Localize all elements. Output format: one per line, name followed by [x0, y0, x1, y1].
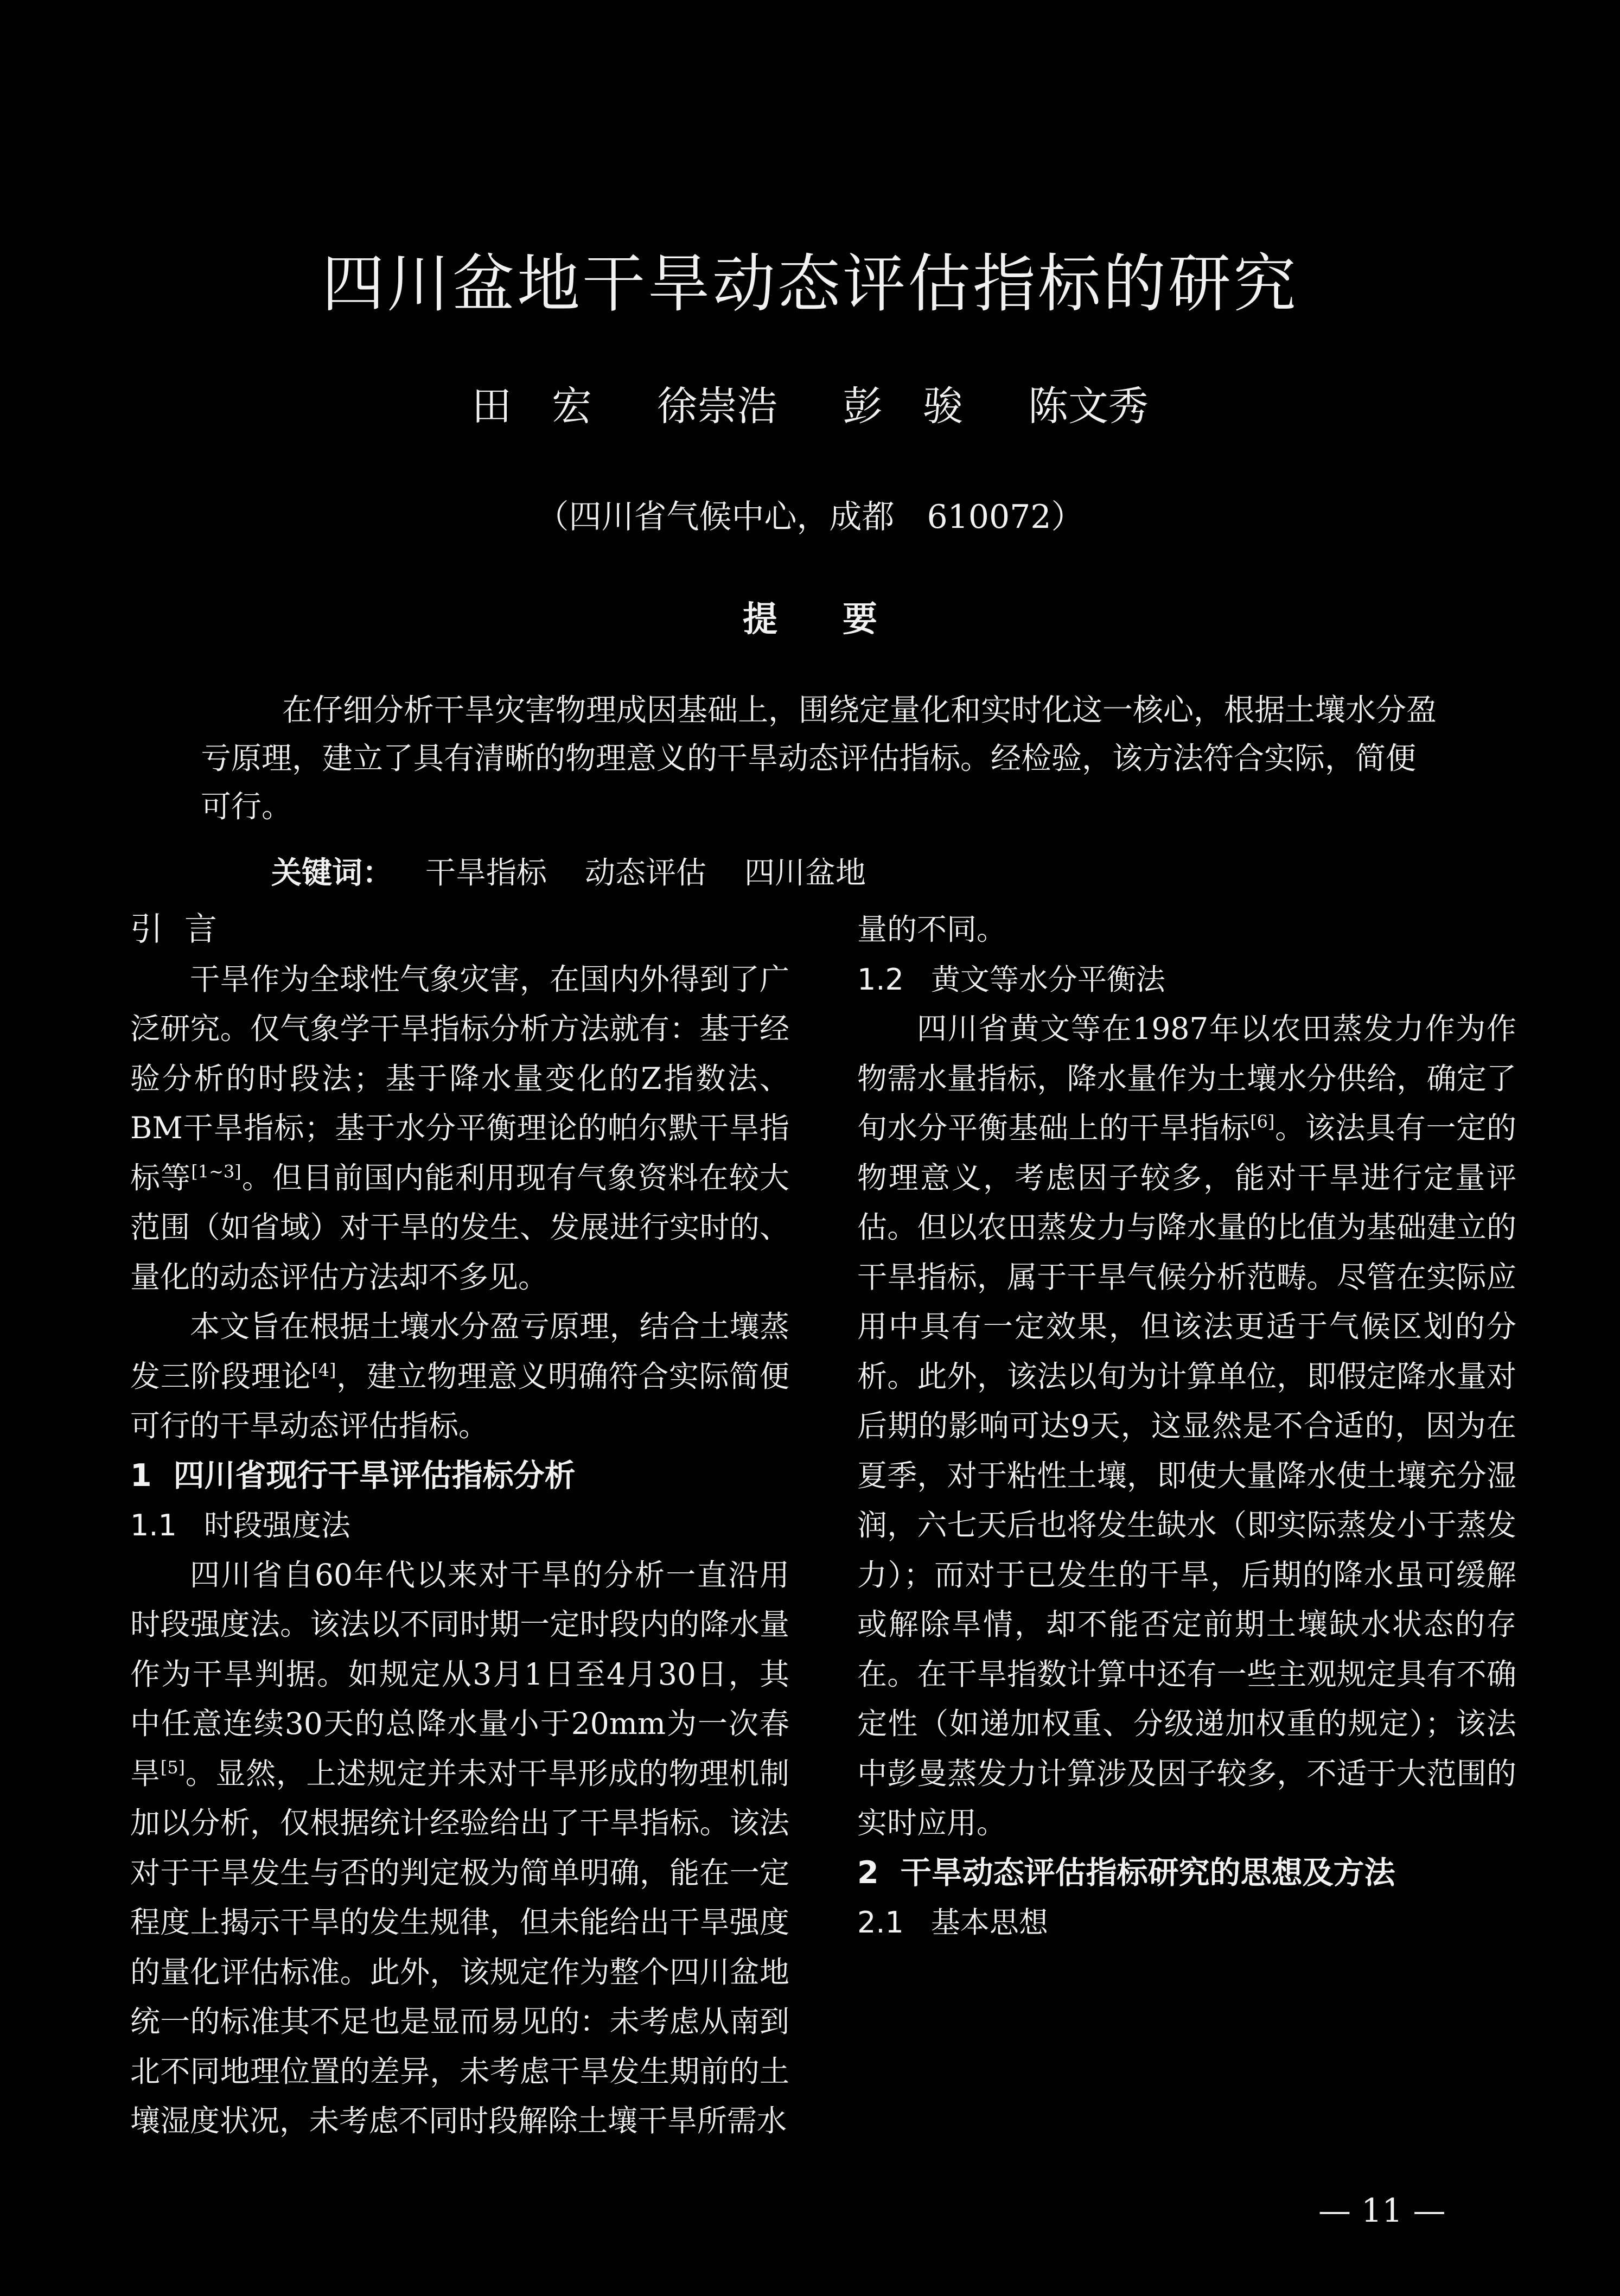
abstract-heading-char: 提 — [743, 599, 777, 640]
section-1-heading — [130, 1451, 789, 1501]
page-number: — 11 — — [1318, 2192, 1446, 2230]
right-column — [857, 905, 1516, 1948]
s12-text-end: 。该法具有一定的物理意义，考虑因子较多，能对干旱进行定量评估。但以农田蒸发力与降水量的比值为基础建立的干旱指标，属于干旱气候分析范畴。尽管在实际应用中具有一定效果，但该法更适于气候区划的分析。此外，该法以旬为计算单位，即假定降水量对后期的影响可达9天，这显然是不合适的，因为在夏季，对于粘性土壤，即使大量降水使土壤充分湿润，六七天后也将发生缺水（即实际蒸发小于蒸发力）；而对于已发生的干旱，后期的降水虽可缓解或解除旱情，却不能否定前期土壤缺水状态的存在。在干旱指数计算中还有一些主观规定具有不确定性（如递加权重、分级递加权重的规定）；该法中彭曼蒸发力计算涉及因子较多，不适于大范围的实时应用。 — [857, 1111, 1516, 1840]
intro-p2-text-end: ，建立物理意义明确符合实际简便可行的干旱动态评估指标。 — [130, 1359, 789, 1443]
intro-p2-text: 本文旨在根据土壤水分盈亏原理，结合土壤蒸发三阶段理论 — [130, 1309, 789, 1394]
subsection-title: 黄文等水分平衡法 — [930, 962, 1165, 997]
author-list — [0, 374, 1620, 432]
intro-p1-text-end: 。但目前国内能利用现有气象资料在较大范围（如省域）对干旱的发生、发展进行实时的、量化的动态评估方法却不多见。 — [130, 1160, 789, 1294]
paper-title: 四川盆地干旱动态评估指标的研究 — [322, 247, 1298, 321]
subsection-1-1-heading — [130, 1501, 789, 1551]
keyword: 四川盆地 — [744, 856, 866, 891]
keywords-line — [271, 849, 904, 892]
s11-text: 四川省自60年代以来对干旱的分析一直沿用时段强度法。该法以不同时期一定时段内的降水量作为干旱判据。如规定从3月1日至4月30日，其中任意连续30天的总降水量小于20mm为一次春旱 — [130, 1557, 789, 1791]
section-1-1-paragraph — [130, 1551, 789, 2146]
section-1-1-paragraph-continued: 量的不同。 — [857, 912, 1007, 947]
author-name: 田 宏 — [471, 383, 592, 430]
abstract-heading — [0, 591, 1620, 641]
left-column — [130, 905, 789, 2146]
section-1-2-paragraph — [857, 1004, 1516, 1848]
subsection-2-1-heading — [857, 1898, 1516, 1948]
citation: [5] — [160, 1757, 186, 1778]
author-name: 陈文秀 — [1028, 383, 1149, 430]
author-name: 徐崇浩 — [657, 383, 777, 430]
keywords-label: 关键词： — [271, 856, 393, 891]
section-number: 2 — [857, 1854, 879, 1891]
author-name: 彭 骏 — [843, 383, 963, 430]
subsection-1-2-heading — [857, 955, 1516, 1005]
intro-paragraph-2 — [130, 1302, 789, 1451]
section-2-heading — [857, 1848, 1516, 1898]
keyword: 动态评估 — [585, 856, 706, 891]
subsection-title: 时段强度法 — [203, 1508, 350, 1542]
keyword: 干旱指标 — [425, 856, 547, 891]
citation: [1~3] — [191, 1161, 241, 1182]
abstract-heading-char: 要 — [843, 599, 877, 640]
abstract-text: 在仔细分析干旱灾害物理成因基础上，围绕定量化和实时化这一核心，根据土壤水分盈亏原理，建立了具有清晰的物理意义的干旱动态评估指标。经检验，该方法符合实际，简便可行。 — [201, 693, 1437, 825]
citation: [4] — [311, 1360, 336, 1381]
affiliation: （四川省气候中心，成都 610072） — [536, 498, 1084, 536]
intro-p1-text: 干旱作为全球性气象灾害，在国内外得到了广泛研究。仅气象学干旱指标分析方法就有：基于经验分析的时段法；基于降水量变化的Z指数法、BM干旱指标；基于水分平衡理论的帕尔默干旱指标等 — [130, 961, 789, 1195]
section-number: 1 — [130, 1457, 152, 1494]
citation: [6] — [1250, 1111, 1275, 1132]
subsection-title: 基本思想 — [930, 1905, 1048, 1940]
s12-text: 四川省黄文等在1987年以农田蒸发力作为作物需水量指标，降水量作为土壤水分供给，确定了旬水分平衡基础上的干旱指标 — [857, 1011, 1516, 1145]
subsection-number: 1.1 — [130, 1508, 177, 1542]
s11-text-end: 。显然，上述规定并未对干旱形成的物理机制加以分析，仅根据统计经验给出了干旱指标。该法对于干旱发生与否的判定极为简单明确，能在一定程度上揭示干旱的发生规律，但未能给出干旱强度的量化评估标准。此外，该规定作为整个四川盆地统一的标准其不足也是显而易见的：未考虑从南到北不同地理位置的差异，未考虑干旱发生期前的土壤湿度状况，未考虑不同时段解除土壤干旱所需水 — [130, 1756, 789, 2138]
section-title: 干旱动态评估指标研究的思想及方法 — [900, 1854, 1395, 1891]
intro-paragraph-1 — [130, 955, 789, 1303]
intro-heading: 引言 — [130, 910, 239, 948]
subsection-number: 1.2 — [857, 962, 904, 997]
section-title: 四川省现行干旱评估指标分析 — [173, 1457, 576, 1494]
subsection-number: 2.1 — [857, 1905, 904, 1940]
